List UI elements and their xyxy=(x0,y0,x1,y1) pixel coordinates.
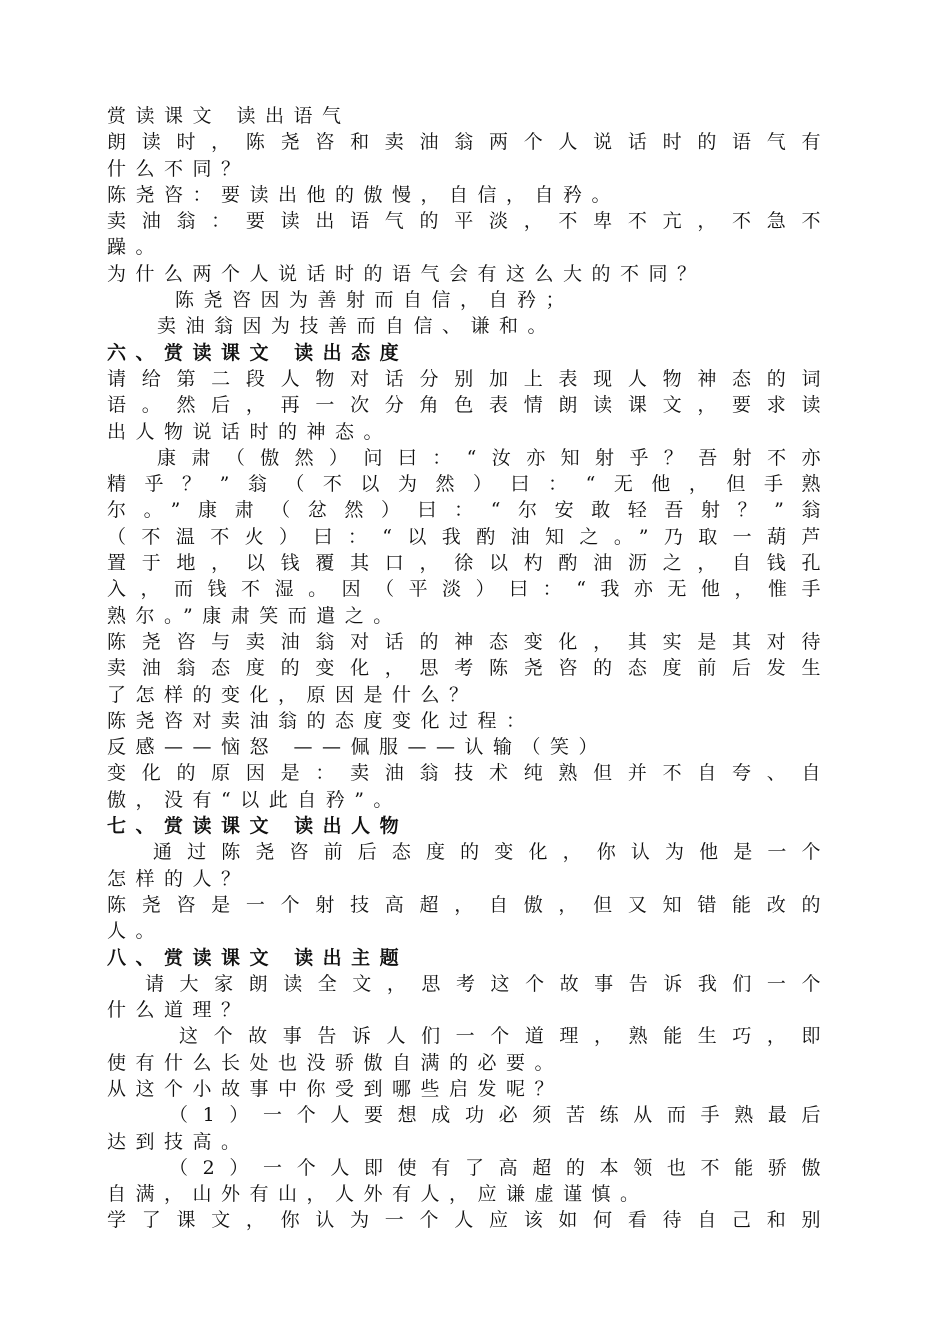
text-line: 语。然后，再一次分角色表情朗读课文，要求读 xyxy=(107,394,830,417)
text-line: 学了课文，你认为一个人应该如何看待自己和别 xyxy=(107,1209,830,1232)
text-line: 请大家朗读全文，思考这个故事告诉我们一个 xyxy=(145,972,830,995)
text-line: 反感——恼怒 ——佩服——认输（笑） xyxy=(107,736,608,759)
text-line: 入，而钱不湿。因（平淡）曰：“我亦无他，惟手 xyxy=(107,578,830,601)
text-line: 躁。 xyxy=(107,236,165,259)
text-line: 熟尔。”康肃笑而遣之。 xyxy=(107,604,402,627)
text-line: 了怎样的变化，原因是什么？ xyxy=(107,683,478,706)
text-line: （1）一个人要想成功必须苦练从而手熟最后 xyxy=(169,1104,830,1127)
text-line: 陈尧咨：要读出他的傲慢，自信，自矜。 xyxy=(107,183,621,206)
text-line: 置于地，以钱覆其口，徐以杓酌油沥之，自钱孔 xyxy=(107,552,830,575)
document-body xyxy=(107,103,830,1234)
text-line: 卖油翁态度的变化，思考陈尧咨的态度前后发生 xyxy=(107,657,830,680)
text-line: 卖油翁因为技善而自信、谦和。 xyxy=(157,315,557,338)
text-line: 康肃（傲然）问曰：“汝亦知射乎？吾射不亦 xyxy=(157,446,830,469)
text-line: 这个故事告诉人们一个道理，熟能生巧，即 xyxy=(179,1025,830,1048)
text-line: 通过陈尧咨前后态度的变化，你认为他是一个 xyxy=(153,841,830,864)
text-line: 陈尧咨是一个射技高超，自傲，但又知错能改的 xyxy=(107,893,830,916)
section-heading: 七、赏读课文 读出人物 xyxy=(107,815,409,838)
text-line: 陈尧咨对卖油翁的态度变化过程： xyxy=(107,709,535,732)
section-heading: 八、赏读课文 读出主题 xyxy=(107,946,409,969)
text-line: 朗读时，陈尧咨和卖油翁两个人说话时的语气有 xyxy=(107,131,830,154)
section-heading: 六、赏读课文 读出态度 xyxy=(107,341,409,364)
text-line: 从这个小故事中你受到哪些启发呢？ xyxy=(107,1077,564,1100)
text-line: 傲，没有“以此自矜”。 xyxy=(107,788,402,811)
text-line: 赏读课文 读出语气 xyxy=(107,105,351,127)
text-line: （2）一个人即使有了高超的本领也不能骄傲 xyxy=(169,1156,830,1179)
text-line: （不温不火）曰：“以我酌油知之。”乃取一葫芦 xyxy=(107,525,830,548)
text-line: 为什么两个人说话时的语气会有这么大的不同？ xyxy=(107,262,706,285)
text-line: 达到技高。 xyxy=(107,1130,250,1153)
text-line: 什么不同？ xyxy=(107,157,250,180)
text-line: 出人物说话时的神态。 xyxy=(107,420,393,443)
text-line: 请给第二段人物对话分别加上表现人物神态的词 xyxy=(107,367,830,390)
text-line: 自满，山外有山，人外有人，应谦虚谨慎。 xyxy=(107,1183,649,1206)
text-line: 人。 xyxy=(107,920,165,943)
text-line: 精乎？”翁（不以为然）曰：“无他，但手熟 xyxy=(107,473,830,496)
text-line: 卖油翁：要读出语气的平淡，不卑不亢，不急不 xyxy=(107,210,830,233)
text-line: 陈尧咨因为善射而自信，自矜； xyxy=(175,289,575,312)
text-line: 变化的原因是：卖油翁技术纯熟但并不自夸、自 xyxy=(107,762,830,785)
text-line: 陈尧咨与卖油翁对话的神态变化，其实是其对待 xyxy=(107,630,830,653)
text-line: 什么道理？ xyxy=(107,999,250,1022)
text-line: 使有什么长处也没骄傲自满的必要。 xyxy=(107,1051,564,1074)
text-line: 尔。”康肃（忿然）曰：“尔安敢轻吾射？”翁 xyxy=(107,499,830,522)
text-line: 怎样的人？ xyxy=(107,867,250,890)
